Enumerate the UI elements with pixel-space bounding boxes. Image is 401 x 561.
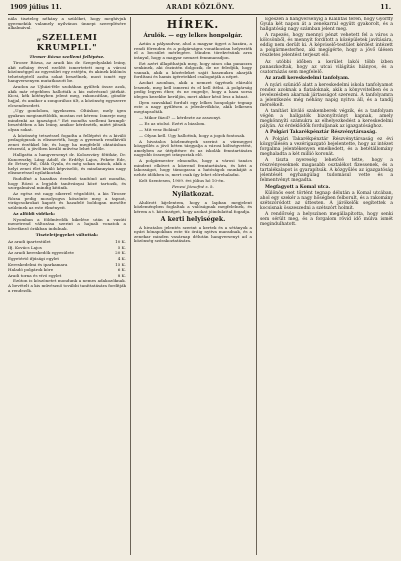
article-paragraph: Ilyen szavakkal fordult egy lelkes honpolgár tegnap este a nagy gyűlésen a jelenlevőkhöz, akik lelkesen megtapsolták. (134, 99, 252, 114)
column-1 (8, 17, 126, 557)
article-paragraph: „Ugy gondolom, igyekszem. Oltáskor, mely igen gyakran megismétlődik, mostan ezt kérem: Ismerje meg mindenki az igazságot." Ezt mondta szellemi krumpli-beszédében a kis leány, amikor kérdezték, miért játszik olyan sokat. (8, 108, 126, 132)
column-3 (260, 17, 393, 557)
header-rule (8, 14, 393, 15)
article-paragraph: A tanítást kiváló szakemberek végzik, és a tanfolyam végén a hallgatók bizonyítványt kapnak, amely megkönnyíti számukra az elhelyezkedést a kereskedelmi pályán. Az érdeklődők forduljanak az igazgatósághoz. (260, 108, 393, 129)
article-paragraph: A polgármester elmondta, hogy a városi tanács mindent elkövet a közrend fenntartására, és kéri a lakosságot, hogy támogassa a hatóságok munkáját a nehéz időkben is, mert csak így lehet előrehaladni. (134, 158, 252, 177)
article-paragraph: A hivatalos közlemények szerint a vármegyei közgyűlés a jövő héten tárgyalja a városi költségvetést, amelyben az útépítésre és az iskolák fenntartására nagyobb összeget irányoztak elő. (134, 138, 252, 158)
list-item: Haladó polgárok köre 6 K. (8, 267, 126, 273)
article-paragraph: Rudolfné a hazafias érzelmű tanítónő azt mondta, hogy Rózsi a legjobb tanítványai közé tartozik, és szorgalmával mindig kitűnik. (8, 176, 126, 191)
list-item: Ifj. Kovács Lajos 5 K. (8, 244, 126, 250)
article-paragraph: A hivatalos jelentés szerint a kertek és a sétányok a nyári hónapokban este tíz óráig nyitva maradnak, és a zenekar minden vasárnap délután hangversenyt ad a közönség szórakoztatására. (134, 224, 252, 244)
intro-paragraph: nála tiszteleg néhány a szülőket, hogy meghívjuk gyermekük valamely nyilvános ünnepi szereplésére alkalmával. (8, 17, 126, 31)
column-2 (134, 17, 252, 557)
article-paragraph: Azokat azonban, akik a nemzet ügyének elárulói lesznek, meg kell ismerni és el kell ítélni. A polgárság pedig legyen éber, és ne engedje, hogy a haza sorsa idegen kezekbe kerüljön, mert akkor késő lesz a bánat. (134, 80, 252, 99)
page-header (10, 4, 391, 14)
article-paragraph: Az utóbbi időben a kerület lakói több ízben panaszkodtak, hogy az utcai világítás hiányos, és a csatornázás sem megfelelő. (260, 59, 393, 75)
article-paragraph: Hallgatta a hangversenyt dr. Kolozsváry főtitkár, Dr. Kunowszky, Láng Adolf, dr. Erdélyi Lajos, Fekete Ede, dr. Ertsey Pál, Oláh Gyula, és még sokan mások, akik a helyi zenei élet kiváló képviselői, és mindannyian nagy elismeréssel nyilatkoztak. (8, 152, 126, 176)
dialogue-line: — Olyan kell. Ugy hallottuk, hogy a jogok fontosak. (139, 132, 246, 138)
section-heading: Megfagyott a Komal utca. (265, 184, 331, 190)
article-paragraph: Egészen a hangversenyig a Kiállítás terén, hogy Győrffy Gyula két napon át a zenekarral együtt gyakorolt, és a hallgatóság nagy számban jelent meg. (260, 17, 393, 32)
article-paragraph: A Polgári Takarékpénztár Részvénytársaság ez évi közgyűlésén a vezérigazgató bejelentette, hogy az intézet forgalma jelentékenyen emelkedett, és a betétállomány meghaladta a két millió koronát. (260, 136, 393, 157)
article-title: „SZELLEMI KRUMPLI." (36, 32, 98, 53)
list-heading: Tiszteletjegyeket váltottak: (35, 232, 99, 238)
article-paragraph: A rendőrség a helyszínen megállapította, hogy senki sem sérült meg, és a forgalom rövid idő múlva ismét megindulhatott. (260, 212, 393, 228)
article-paragraph: A tiszta nyereség lehetővé tette, hogy a részvényeseknek magasabb osztalékot fizessenek, és a tartalékalapot is gyarapítsák. A közgyűlés az igazgatóság jelentését egyhangúlag tudomásul vette és a felmentvényt megadta. (260, 158, 393, 184)
article-paragraph: Ezt azért állapíthatjuk meg, hogy nincs oka panaszra senkinek, aki őszintén dolgozik, de ne feledjük, hogy vannak, akik a közérdeket saját hasznukra akarják fordítani és hamis igéretekkel csalogatják a népet. (134, 60, 252, 80)
section-heading: Nyilatkozat. (172, 191, 214, 199)
article-paragraph: A nyári szünidő alatt a kereskedelmi iskola tanfolyamot rendez azoknak a fiataloknak, akik a könyvvitelben és a levelezésben akarnak jártasságot szerezni. A tanfolyamra a jelentkezés még néhány napig nyitva áll, és a tandíj mérsékelt. (260, 82, 393, 108)
section-title: HÍREK. (166, 18, 220, 31)
section-heading: A Polgári Takarékpénztár Részvénytársaság. (265, 130, 377, 136)
list-item: Egyetértő ifjúsági egylet 4 K. (8, 255, 126, 261)
article-paragraph: A közönség tetszéssel fogadta a fellépést és a kiváló pedagógusok is elismerték, hogy a gyermek rendkívüli zenei érzékkel bír, és hogy ha megfelelő oktatásban részesül, a jövőben kiváló művész lehet belőle. (8, 132, 126, 152)
header-page-number: 11. (380, 4, 391, 11)
section-heading: A kerti helyiségek. (160, 216, 226, 224)
list-item: Kereskedelmi és iparkamara 15 K. (8, 261, 126, 267)
article-paragraph: Tiroser Rózsa, az aradi kis dr. Szegedyalakú leány, akit néhány évvel ezelőtt ismertetett meg a városi közönséggel az egyesület egy estéjén, és akinek különös tehetségéről azóta sokat beszélnek, most ismét egy hangversenyen mutatkozott be. (8, 60, 126, 84)
signature: Fenesi Józsefné s. k. (172, 183, 214, 189)
list-item: Az aradi ipartestület 10 K. (8, 239, 126, 244)
article-paragraph: Aztán a pályaudvar, ahol a magyar ügyet a hazára, a rendi főrenden és a polgárságra vonatkozóan helyezték el a becsület mérlegére. Minden törekvésünk arra irányul, hogy a magyar nemzet fennmaradjon. (134, 41, 252, 60)
note-heading: Az alföldi vidékek: (13, 210, 56, 216)
dateline: Kelt Szentesen, 1909. évi július hó 10-én. (139, 177, 225, 183)
article-paragraph: Az egész est nagy sikerrel végződött, a kis Tiroser Rózsa pedig mosolyogva köszönte meg a tapsot, virágcsokrokat kapott és hazafelé boldogan mesélte szüleinek az este élményeit. (8, 191, 126, 210)
article-paragraph: Különös eset történt tegnap délután a Komal utcában, ahol egy szekér a nagy hőségben felborult, és a rakomány szétszóródott az úttesten. A járókelők segítettek a kocsisnak összeszedni a szétszórt holmit. (260, 190, 393, 211)
dialogue-line: — Ez az utolsó. Ezért a bizalom. (139, 120, 206, 126)
column-divider (130, 17, 131, 555)
list-item: Az aradi kereskedők egyesülete 20 K. (8, 250, 126, 256)
section-heading: Az aradi kereskedelmi tanfolyam. (265, 76, 350, 82)
article-paragraph: A rapezés, hogy mennyi pénzt vehetett fel a város a kölcsönből, és mennyit fordított a középületek javítására, eddig nem derült ki. A képviselő-testület kérdést intézett a polgármesterhez, aki megígérte, hogy a jövő ülésen részletes jelentést terjeszt elő. (260, 33, 393, 59)
list-item: Aradi torna és vívó egylet 8 K. (8, 272, 126, 278)
note-paragraph: Nyomban a földmívelők kikelése után a vasúti menetrend változása szerint a hajnali vonatok a következő órákban indulnak. (8, 216, 126, 231)
article-paragraph: Aradon az Ujházi-féle szobában gyűltek össze azok, akik már régebben hallották a kis művésznő játékát. Kicsi, kék kötényben jelent meg, rakoncátlan, göndör hajjal, és amikor a zongorához ült, a közönség egyszerre elcsendesedett. (8, 84, 126, 108)
dialogue-line: — Mit vesz Boláná? (139, 126, 180, 132)
article-paragraph: Alulírott kijelentem, hogy a lapban megjelent közleményben foglaltak a valóságnak megfelelnek, és kérem a t. közönséget, hogy azokat jóindulattal fogadja. (134, 199, 252, 214)
closing-paragraph: Ezúton is köszönetet mondunk a nemes adakozóknak. A bevételt a kis művésznő további taníttatására fordítják a rendezők. (8, 278, 126, 293)
header-date: 1909 július 11. (10, 4, 62, 11)
section-subtitle: Árulók. — egy lelkes honpolgár. (143, 33, 243, 39)
column-divider (256, 17, 257, 555)
article-subtitle: Tiroser Rózsa szellemi fellépése. (29, 53, 105, 59)
dialogue-line: — Mikor fázol? — kérdezte az asszonyt. (139, 114, 222, 120)
header-masthead: ARADI KÖZLÖNY. (166, 4, 235, 11)
